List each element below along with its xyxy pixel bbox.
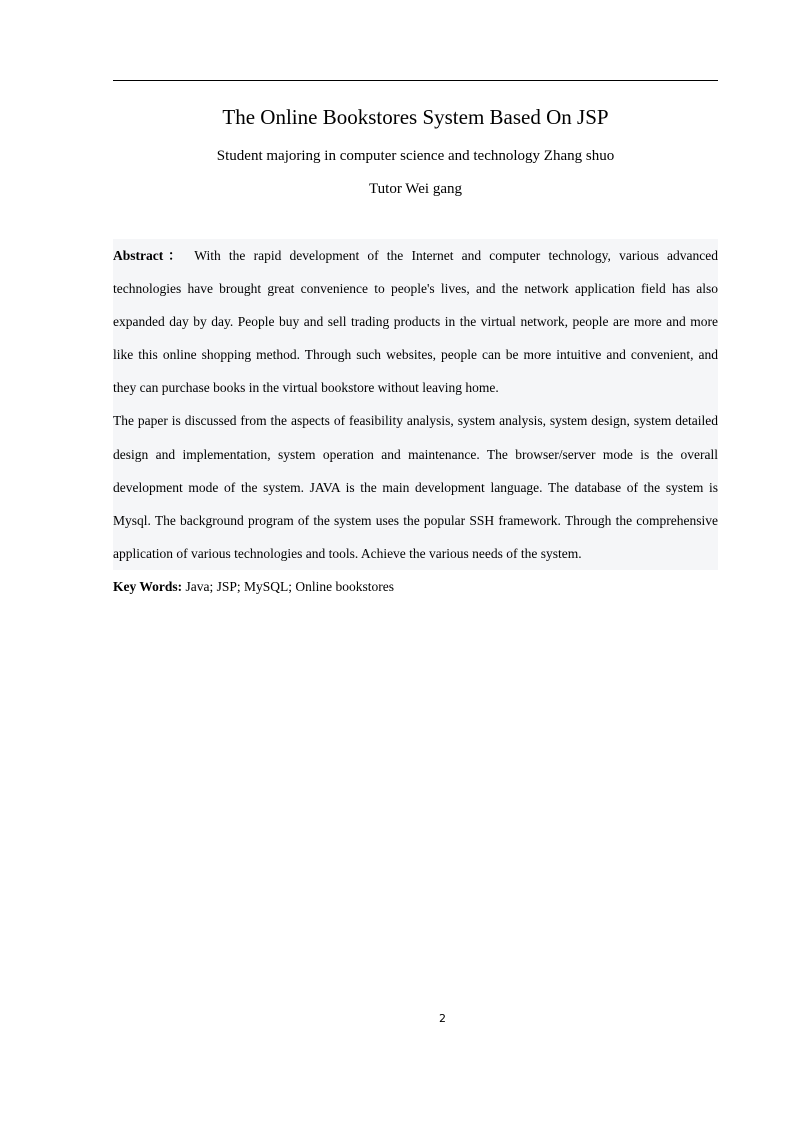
abstract-paragraph-1 <box>113 239 718 404</box>
keywords-label: Key Words: <box>113 579 183 594</box>
keywords-line <box>113 577 718 597</box>
keywords-value: Java; JSP; MySQL; Online bookstores <box>185 579 395 594</box>
tutor-line: Tutor Wei gang <box>369 181 462 197</box>
author-line: Student majoring in computer science and technology Zhang shuo <box>216 148 615 164</box>
abstract-section <box>113 239 718 570</box>
abstract-paragraph-2: The paper is discussed from the aspects of feasibility analysis, system analysis, system design, system detailed design and implementation, system operation and maintenance. The browser/server mode is the overall development mode of the system. JAVA is the main development language. The database of the system is Mysql. The background program of the system uses the popular SSH framework. Through the comprehensive application of various technologies and tools. Achieve the various needs of the system. <box>113 413 718 561</box>
page-number: 2 <box>439 1012 446 1025</box>
header-rule <box>113 80 718 81</box>
abstract-paragraph-1-text: With the rapid development of the Internet and computer technology, various advanced technologies have brought great convenience to people's lives, and the network application field has also expanded day by day. People buy and sell trading products in the virtual network, people are more and more like this online shopping method. Through such websites, people can be more intuitive and convenient, and they can purchase books in the virtual bookstore without leaving home. <box>113 248 718 396</box>
paper-title: The Online Bookstores System Based On JSP <box>222 105 609 129</box>
abstract-label: Abstract： <box>113 248 187 263</box>
